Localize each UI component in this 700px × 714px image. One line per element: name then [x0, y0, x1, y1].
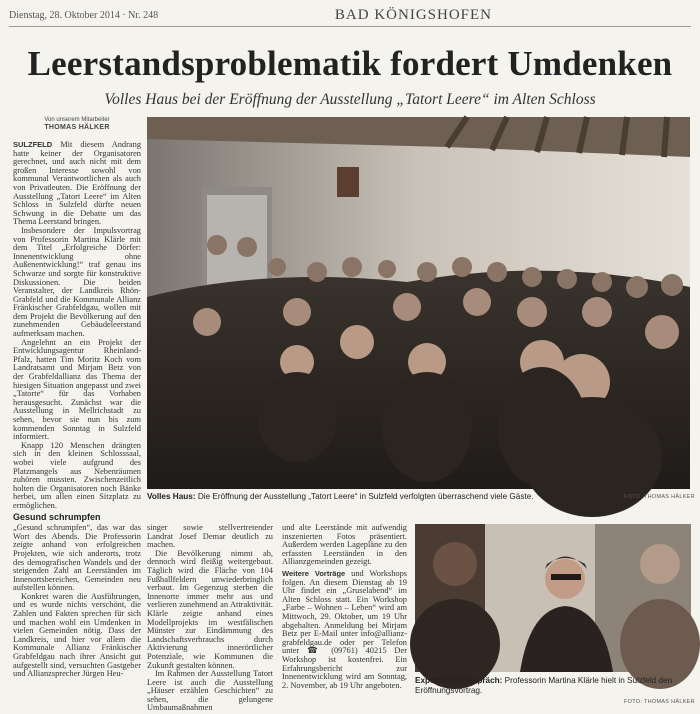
article-column-2: [147, 523, 273, 713]
speaker-photo-image: [415, 524, 691, 672]
small-photo: [415, 524, 691, 672]
paragraph: Angelehnt an ein Projekt der Entwicklungsagentur Rheinland-Pfalz, hatten Tim Moritz Koch vom Landratsamt und Mirjam Betz von der Grabfeldallianz das Thema der hiesigen Situation angepasst und zwei „Tatorte“ für das Vorhaben herausgesucht. Zunächst war die Ausstellung in Mellrichstadt zu sehen, bevor sie nun bis zum kommenden Sonntag in Sulzfeld informiert.: [13, 337, 141, 442]
paragraph: Knapp 120 Menschen drängten sich in den kleinen Schlosssaal, wobei viele aufgrund des Platzmangels aus Nebenräumen zuhören mussten. Zwischenzeitlich holten die Organisatoren noch Bänke herbei, um allen einen Sitzplatz zu ermöglichen.: [13, 440, 141, 510]
main-photo-credit: FOTO: THOMAS HÄLKER: [624, 494, 695, 500]
subheading: Gesund schrumpfen: [13, 511, 101, 522]
article-column-3: [282, 524, 407, 704]
paragraph: und alte Leerstände mit aufwendig inszenierten Fotos präsentiert. Außerdem werden Lagepläne zu den erfassten Leerständen in den Allianzgemeinden gezeigt.: [282, 523, 407, 567]
paragraph: [13, 141, 141, 227]
audience-photo-image: [147, 117, 690, 489]
dateline: SULZFELD: [13, 140, 53, 149]
byline-role: Von unserem Mitarbeiter: [44, 117, 110, 123]
byline-author: THOMAS HÄLKER: [44, 124, 110, 131]
paragraph: Insbesondere der Impulsvortrag von Professorin Martina Klärle mit dem Titel „Erfolgreiche Dörfer: Innenentwicklung ohne Außenentwicklung!“ traf genau ins Schwarze und sorgte für konstruktive Diskussionen. Die beiden Veranstalter, der Landkreis Rhön-Grabfeld und die Kommunale Allianz Fränkischer Grabfeldgau, wollen mit dem Projekt die Bevölkerung auf den zunehmenden Gebäudeleerstand aufmerksam machen.: [13, 225, 141, 339]
caption-lead: Expertin im Gespräch:: [415, 676, 503, 685]
paragraph: Konkret waren die Ausführungen, und es wurde nichts verschönt, die Zahlen und Fakten sprechen für sich und machen wohl ein Umdenken in vielen Gemeinden nötig. Dass der Landkreis, und hier vor allem die Kommunale Allianz Fränkischer Grabfeldgau nach ihrer Ansicht gut aufgestellt sind, versuchten Gastgeber und Allianzsprecher Jürgen Heu-: [13, 591, 141, 679]
main-photo: [147, 117, 690, 489]
subtitle: Volles Haus bei der Eröffnung der Ausstellung „Tatort Leere“ im Alten Schloss: [104, 91, 596, 108]
info-lead: Weitere Vorträge: [282, 568, 346, 578]
paragraph: „Gesund schrumpfen“, das war das Wort des Abends. Die Professorin zeigte anhand von erfolgreichen Projekten, wie sich anderorts, trotz des demografischen Wandels und der steigenden Zahl an Leerständen im Innenortsbereichen, Gemeinden neu aufstellen können.: [13, 523, 141, 593]
headline: Leerstandsproblematik fordert Umdenken: [27, 44, 673, 83]
issue-line: Dienstag, 28. Oktober 2014 · Nr. 248: [9, 10, 159, 21]
paragraph: Die Bevölkerung nimmt ab, dennoch wird fleißig weitergebaut. Täglich wird die Fläche von 104 Fußballfeldern unwiederbringlich verbaut. Im Gegenzug sterben die Innenorte immer mehr aus und verlieren zunehmend an Attraktivität. Klärle zeigte anhand eines Modellprojekts im westfälischen Münster zur Eindämmung des Landschaftsverbrauchs durch Aktivierung innerörtlicher Potenziale, wie Kommunen die Zukunft gestalten können.: [147, 548, 273, 670]
section-name: BAD KÖNIGSHOFEN: [334, 7, 492, 23]
byline: [13, 116, 141, 132]
paragraph-text: Mit diesem Andrang hatte keiner der Organisatoren gerechnet, und auch nicht mit dem großen Interesse sowohl von kommunal Verantwortlichen als auch von Privatleuten. Die Eröffnung der Ausstellung „Tatort Leere“ im Alten Schloss in Sulzfeld dürfte neuen Schwung in die Debatte um das Thema Leerstand bringen.: [13, 140, 142, 227]
paragraph: [282, 570, 407, 690]
small-photo-caption: [415, 676, 691, 696]
small-photo-credit: FOTO: THOMAS HÄLKER: [624, 699, 695, 705]
main-photo-caption: [147, 492, 617, 502]
caption-text: Die Eröffnung der Ausstellung „Tatort Leere“ in Sulzfeld verfolgten überraschend viele Gäste.: [197, 492, 534, 501]
paragraph: Im Rahmen der Ausstellung Tatort Leere ist auch die Ausstellung „Häuser erzählen Geschichten“ zu sehen, die gelungene Umbaumaßnahmen: [147, 669, 273, 713]
header-rule: [9, 26, 691, 27]
caption-lead: Volles Haus:: [147, 492, 196, 501]
caption-text: Professorin Martina Klärle hielt in Sulzfeld den Eröffnungsvortrag.: [415, 676, 673, 695]
info-text: und Workshops folgen. An diesem Dienstag ab 19 Uhr findet ein „Gruselabend“ im Alten Schloss statt. Ein Workshop „Farbe – Wohnen – Leben“ wird am Mittwoch, 29. Oktober, um 19 Uhr abgehalten. Anmeldung bei Mirjam Betz per E-Mail unter info@allianz-grabfeldgau.de oder per Telefon unter ☎ (09761) 40215 Der Workshop ist kostenfrei. Ein Erfahrungsbericht zur Innenentwicklung wird am Sonntag, 2. November, ab 19 Uhr angeboten.: [282, 568, 408, 690]
paragraph: singer sowie stellvertretender Landrat Josef Demar deutlich zu machen.: [147, 523, 273, 550]
article-column-1: [13, 141, 141, 701]
